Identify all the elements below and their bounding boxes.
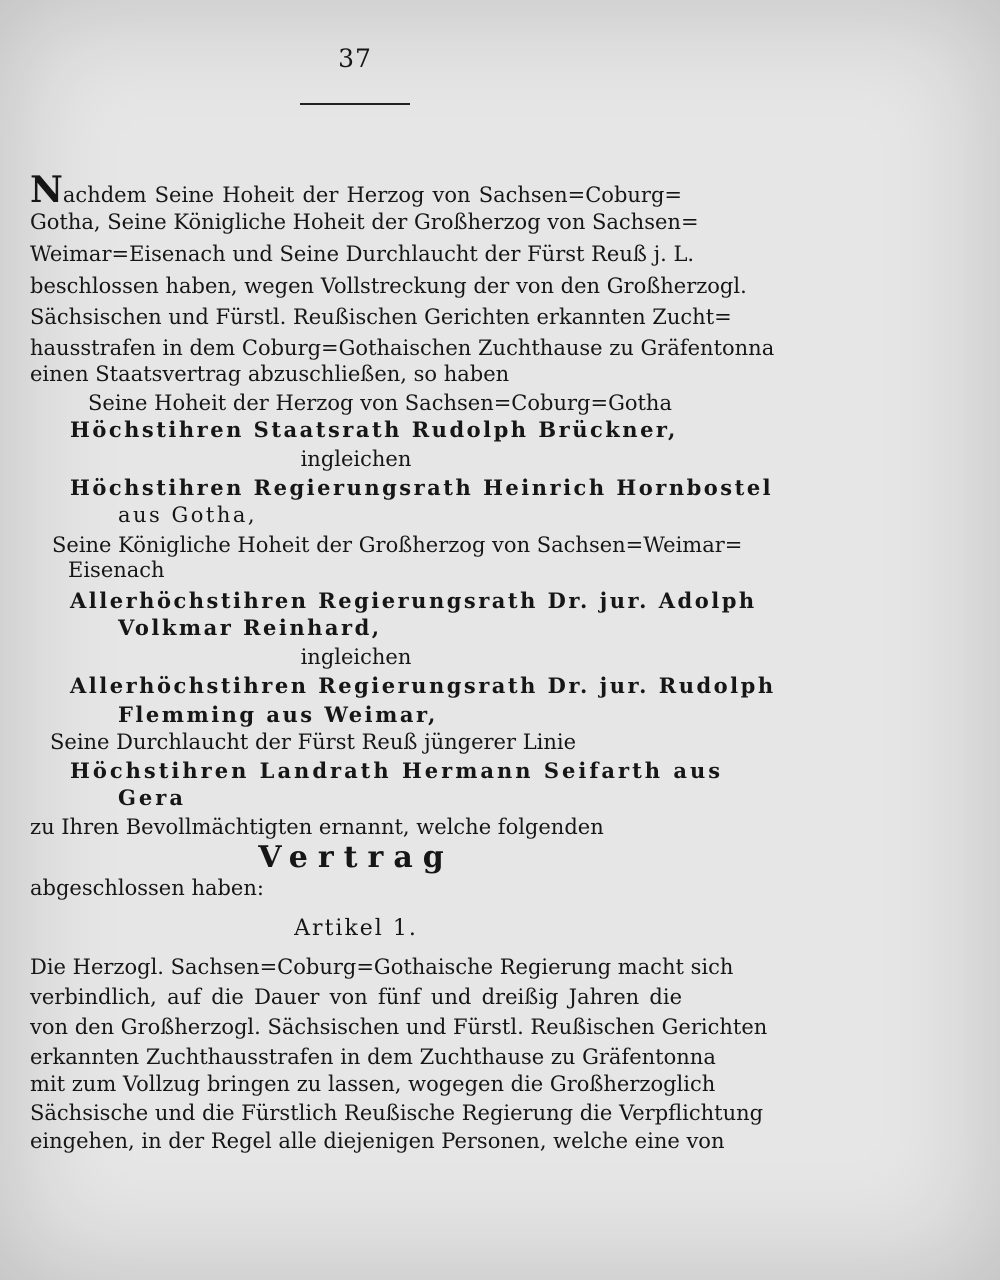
ingleichen-2: ingleichen bbox=[300, 645, 412, 669]
article-line-5: mit zum Vollzug bringen zu lassen, wogegen die Großherzoglich bbox=[30, 1072, 716, 1096]
sovereign-weimar: Seine Königliche Hoheit der Großherzog von Sachsen=Weimar= bbox=[52, 533, 743, 557]
delegate-brueckner: Höchstihren Staatsrath Rudolph Brückner, bbox=[70, 417, 678, 442]
preamble-line-3: Weimar=Eisenach und Seine Durchlaucht der Fürst Reuß j. L. bbox=[30, 242, 695, 266]
appointment-line: zu Ihren Bevollmächtigten ernannt, welche folgenden bbox=[30, 815, 604, 839]
sovereign-weimar-cont: Eisenach bbox=[68, 558, 165, 582]
preamble-line-6: hausstrafen in dem Coburg=Gothaischen Zuchthause zu Gräfentonna bbox=[30, 336, 775, 360]
preamble-line-2: Gotha, Seine Königliche Hoheit der Großherzog von Sachsen= bbox=[30, 210, 699, 234]
preamble-text: achdem Seine Hoheit der Herzog von Sachsen=Coburg= bbox=[62, 183, 682, 207]
delegate-seifarth-origin: Gera bbox=[118, 785, 186, 810]
header-rule bbox=[300, 103, 410, 105]
article-title: Artikel 1. bbox=[294, 916, 418, 941]
article-line-7: eingehen, in der Regel alle diejenigen Personen, welche eine von bbox=[30, 1129, 725, 1153]
sovereign-reuss: Seine Durchlaucht der Fürst Reuß jüngerer Linie bbox=[50, 730, 577, 754]
preamble-line-5: Sächsischen und Fürstl. Reußischen Gerichten erkannten Zucht= bbox=[30, 305, 732, 329]
drop-cap: N bbox=[30, 169, 63, 211]
delegate-seifarth: Höchstihren Landrath Hermann Seifarth aus bbox=[70, 758, 724, 783]
sovereign-coburg-gotha: Seine Hoheit der Herzog von Sachsen=Coburg=Gotha bbox=[88, 391, 672, 415]
delegate-reinhard: Allerhöchstihren Regierungsrath Dr. jur. Adolph bbox=[70, 588, 757, 613]
ingleichen-1: ingleichen bbox=[300, 447, 412, 471]
article-line-3: von den Großherzogl. Sächsischen und Fürstl. Reußischen Gerichten bbox=[30, 1015, 768, 1039]
preamble-line-7: einen Staatsvertrag abzuschließen, so haben bbox=[30, 362, 510, 386]
delegate-flemming: Allerhöchstihren Regierungsrath Dr. jur. Rudolph bbox=[70, 673, 776, 698]
preamble-line-1 bbox=[30, 169, 682, 211]
delegate-reinhard-cont: Volkmar Reinhard, bbox=[118, 615, 382, 640]
article-line-1: Die Herzogl. Sachsen=Coburg=Gothaische Regierung macht sich bbox=[30, 955, 734, 979]
contract-title: Vertrag bbox=[258, 840, 454, 875]
contract-closing: abgeschlossen haben: bbox=[30, 876, 264, 900]
delegate-hornbostel-origin: aus Gotha, bbox=[118, 503, 258, 527]
article-line-6: Sächsische und die Fürstlich Reußische Regierung die Verpflichtung bbox=[30, 1101, 764, 1125]
article-line-4: erkannten Zuchthausstrafen in dem Zuchthause zu Gräfentonna bbox=[30, 1045, 716, 1069]
delegate-flemming-cont: Flemming aus Weimar, bbox=[118, 702, 438, 727]
article-line-2: verbindlich, auf die Dauer von fünf und dreißig Jahren die bbox=[30, 985, 682, 1009]
page-number: 37 bbox=[338, 44, 372, 73]
preamble-line-4: beschlossen haben, wegen Vollstreckung der von den Großherzogl. bbox=[30, 274, 747, 298]
delegate-hornbostel: Höchstihren Regierungsrath Heinrich Hornbostel bbox=[70, 475, 774, 500]
